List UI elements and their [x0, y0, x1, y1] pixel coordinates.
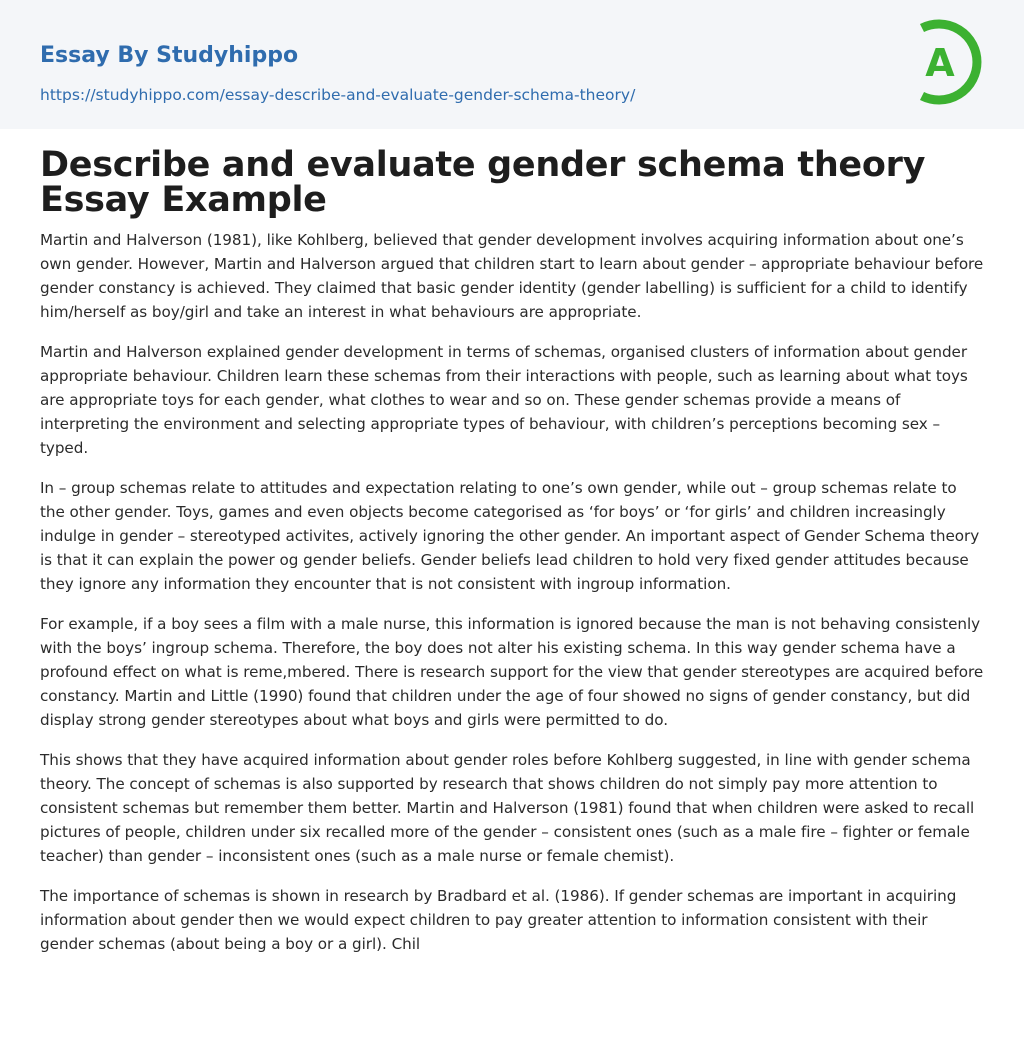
essay-body: [40, 228, 984, 972]
studyhippo-logo-icon[interactable]: [904, 16, 988, 108]
logo-letter: A: [925, 41, 955, 85]
essay-paragraph: In – group schemas relate to attitudes and expectation relating to one’s own gender, while out – group schemas relate to the other gender. Toys, games and even objects become categorised as ‘for boys’ or ‘for girls’ and children increasingly indulge in gender – stereotyped activites, actively ignoring the other gender. An important aspect of Gender Schema theory is that it can explain the power og gender beliefs. Gender beliefs lead children to hold very fixed gender attitudes because they ignore any information they encounter that is not consistent with ingroup information.: [40, 479, 980, 593]
page-title: Describe and evaluate gender schema theory Essay Example: [40, 145, 926, 220]
site-header: [0, 0, 1024, 129]
essay-paragraph: Martin and Halverson explained gender development in terms of schemas, organised clusters of information about gender appropriate behaviour. Children learn these schemas from their interactions with people, such as learning about what toys are appropriate toys for each gender, what clothes to wear and so on. These gender schemas provide a means of interpreting the environment and selecting appropriate types of behaviour, with children’s perceptions becoming sex – typed.: [40, 343, 968, 457]
essay-paragraph: The importance of schemas is shown in research by Bradbard et al. (1986). If gender schemas are important in acquiring information about gender then we would expect children to pay greater attention to information consistent with their gender schemas (about being a boy or a girl). Chil: [40, 887, 957, 953]
essay-paragraph: For example, if a boy sees a film with a male nurse, this information is ignored because the man is not behaving consistenly with the boys’ ingroup schema. Therefore, the boy does not alter his existing schema. In this way gender schema have a profound effect on what is reme,mbered. There is research support for the view that gender stereotypes are acquired before constancy. Martin and Little (1990) found that children under the age of four showed no signs of gender constancy, but did display strong gender stereotypes about what boys and girls were permitted to do.: [40, 615, 984, 729]
essay-paragraph: Martin and Halverson (1981), like Kohlberg, believed that gender development involves acquiring information about one’s own gender. However, Martin and Halverson argued that children start to learn about gender – appropriate behaviour before gender constancy is achieved. They claimed that basic gender identity (gender labelling) is sufficient for a child to identify him/herself as boy/girl and take an interest in what behaviours are appropriate.: [40, 231, 984, 321]
page-url-link[interactable]: https://studyhippo.com/essay-describe-and-evaluate-gender-schema-theory/: [40, 86, 636, 104]
essay-paragraph: This shows that they have acquired information about gender roles before Kohlberg suggested, in line with gender schema theory. The concept of schemas is also supported by research that shows children do not simply pay more attention to consistent schemas but remember them better. Martin and Halverson (1981) found that when children were asked to recall pictures of people, children under six recalled more of the gender – consistent ones (such as a male fire – fighter or female teacher) than gender – inconsistent ones (such as a male nurse or female chemist).: [40, 751, 975, 865]
site-brand[interactable]: Essay By Studyhippo: [40, 43, 299, 68]
